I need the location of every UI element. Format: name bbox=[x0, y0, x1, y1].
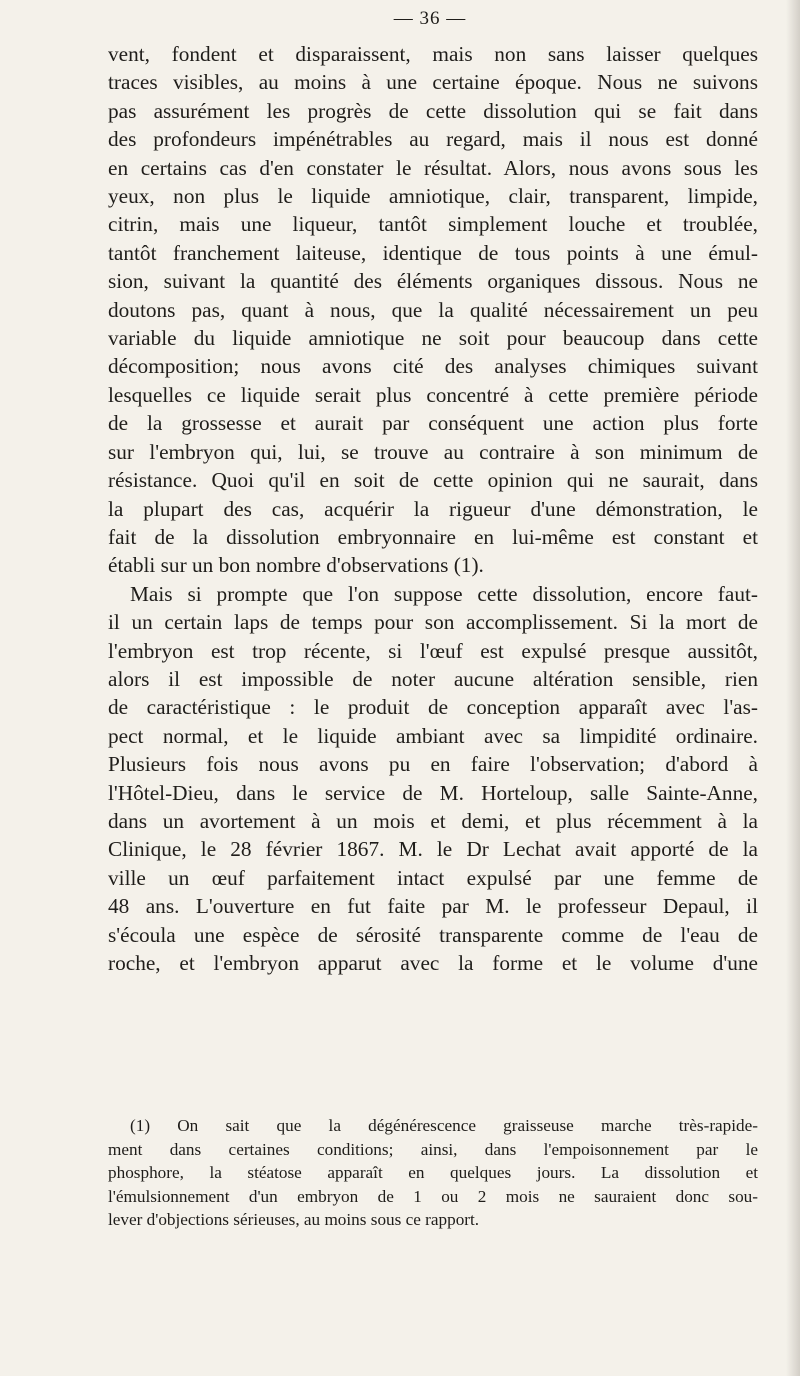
text-line: l'Hôtel-Dieu, dans le service de M. Horteloup, salle Sainte-Anne, bbox=[108, 780, 758, 805]
text-line: ville un œuf parfaitement intact expulsé par une femme de bbox=[108, 865, 758, 890]
text-line: traces visibles, au moins à une certaine époque. Nous ne suivons bbox=[108, 70, 758, 95]
text-line: alors il est impossible de noter aucune altération sensible, rien bbox=[108, 666, 758, 691]
text-line: pect normal, et le liquide ambiant avec sa limpidité ordinaire. bbox=[108, 723, 758, 748]
footnote-line: l'émulsionnement d'un embryon de 1 ou 2 mois ne sauraient donc sou- bbox=[108, 1186, 758, 1206]
text-line: 48 ans. L'ouverture en fut faite par M. le professeur Depaul, il bbox=[108, 894, 758, 919]
text-line: Plusieurs fois nous avons pu en faire l'observation; d'abord à bbox=[108, 752, 758, 777]
text-line: doutons pas, quant à nous, que la qualité nécessairement un peu bbox=[108, 297, 758, 322]
text-line: sion, suivant la quantité des éléments organiques dissous. Nous ne bbox=[108, 269, 758, 294]
text-line: pas assurément les progrès de cette dissolution qui se fait dans bbox=[108, 98, 758, 123]
text-line: des profondeurs impénétrables au regard, mais il nous est donné bbox=[108, 127, 758, 152]
text-line: décomposition; nous avons cité des analyses chimiques suivant bbox=[108, 354, 758, 379]
text-line: de caractéristique : le produit de conception apparaît avec l'as- bbox=[108, 695, 758, 720]
text-line: s'écoula une espèce de sérosité transparente comme de l'eau de bbox=[108, 922, 758, 947]
footnotes bbox=[108, 1114, 758, 1232]
text-line: yeux, non plus le liquide amniotique, clair, transparent, limpide, bbox=[108, 184, 758, 209]
text-line: variable du liquide amniotique ne soit pour beaucoup dans cette bbox=[108, 326, 758, 351]
main-text bbox=[108, 40, 758, 977]
text-line: en certains cas d'en constater le résultat. Alors, nous avons sous les bbox=[108, 155, 758, 180]
footnote-line: (1) On sait que la dégénérescence graisseuse marche très-rapide- bbox=[130, 1116, 758, 1135]
footnote-line: phosphore, la stéatose apparaît en quelques jours. La dissolution et bbox=[108, 1163, 758, 1183]
footnote-line: ment dans certaines conditions; ainsi, dans l'empoisonnement par le bbox=[108, 1139, 758, 1159]
text-line: il un certain laps de temps pour son accomplissement. Si la mort de bbox=[108, 610, 758, 635]
text-line: Clinique, le 28 février 1867. M. le Dr Lechat avait apporté de la bbox=[108, 837, 758, 862]
text-line: sur l'embryon qui, lui, se trouve au contraire à son minimum de bbox=[108, 439, 758, 464]
text-line-paragraph-start: Mais si prompte que l'on suppose cette dissolution, encore faut- bbox=[130, 581, 758, 606]
text-line: l'embryon est trop récente, si l'œuf est expulsé presque aussitôt, bbox=[108, 638, 758, 663]
page-edge-shadow bbox=[786, 0, 800, 1376]
text-line: lesquelles ce liquide serait plus concentré à cette première période bbox=[108, 382, 758, 407]
text-line: dans un avortement à un mois et demi, et plus récemment à la bbox=[108, 808, 758, 833]
text-line: la plupart des cas, acquérir la rigueur d'une démonstration, le bbox=[108, 496, 758, 521]
text-line: résistance. Quoi qu'il en soit de cette opinion qui ne saurait, dans bbox=[108, 468, 758, 493]
text-line: tantôt franchement laiteuse, identique de tous points à une émul- bbox=[108, 240, 758, 265]
text-line: fait de la dissolution embryonnaire en lui-même est constant et bbox=[108, 524, 758, 549]
text-line: de la grossesse et aurait par conséquent une action plus forte bbox=[108, 411, 758, 436]
text-line: citrin, mais une liqueur, tantôt simplement louche et troublée, bbox=[108, 212, 758, 237]
footnote-line-end: lever d'objections sérieuses, au moins sous ce rapport. bbox=[108, 1210, 480, 1230]
page-number: — 36 — bbox=[393, 8, 467, 29]
text-line-paragraph-end: établi sur un bon nombre d'observations (1). bbox=[108, 553, 484, 578]
text-line: roche, et l'embryon apparut avec la forme et le volume d'une bbox=[108, 951, 758, 975]
text-line: vent, fondent et disparaissent, mais non sans laisser quelques bbox=[108, 42, 758, 66]
